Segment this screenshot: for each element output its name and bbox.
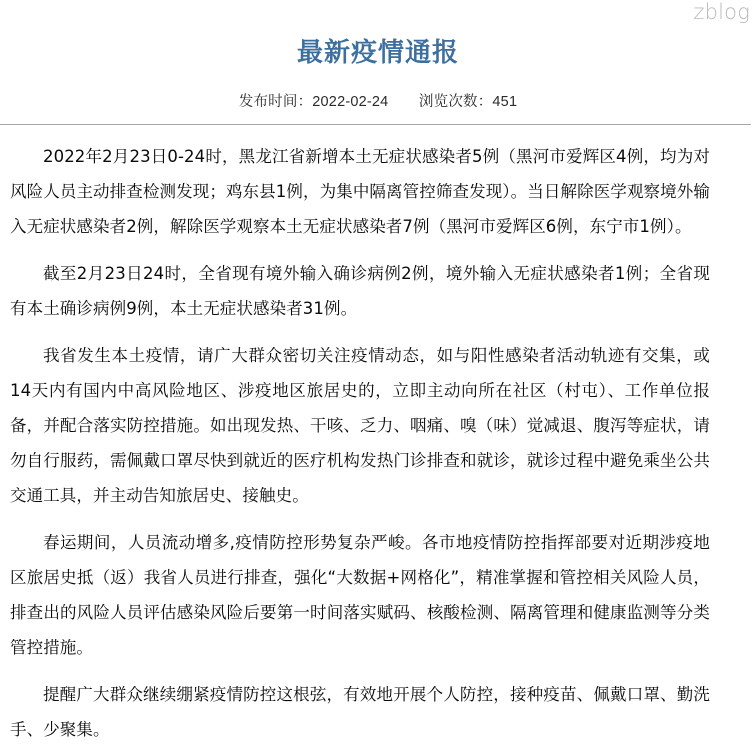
article-body: [0, 125, 756, 747]
article-paragraph: 春运期间，人员流动增多,疫情防控形势复杂严峻。各市地疫情防控指挥部要对近期涉疫地区旅居史抵（返）我省人员进行排查，强化“大数据+网格化”，精准掌握和管控相关风险人员，排查出的风险人员评估感染风险后要第一时间落实赋码、核酸检测、隔离管理和健康监测等分类管控措施。: [10, 533, 710, 657]
site-watermark: zblog: [693, 0, 750, 24]
publish-time: 发布时间：2022-02-24: [238, 94, 389, 110]
article-paragraph: 我省发生本土疫情，请广大群众密切关注疫情动态，如与阳性感染者活动轨迹有交集，或14天内有国内中高风险地区、涉疫地区旅居史的，立即主动向所在社区（村屯）、工作单位报备，并配合落实防控措施。如出现发热、干咳、乏力、咽痛、嗅（味）觉减退、腹泻等症状，请勿自行服药，需佩戴口罩尽快到就近的医疗机构发热门诊排查和就诊，就诊过程中避免乘坐公共交通工具，并主动告知旅居史、接触史。: [10, 346, 710, 505]
view-count: 浏览次数：451: [418, 94, 518, 110]
article-header: [0, 0, 756, 112]
article-paragraph: 提醒广大群众继续绷紧疫情防控这根弦，有效地开展个人防控，接种疫苗、佩戴口罩、勤洗手、少聚集。: [10, 685, 710, 739]
page-title: 最新疫情通报: [296, 38, 459, 68]
article-paragraph: 截至2月23日24时，全省现有境外输入确诊病例2例，境外输入无症状感染者1例；全省现有本土确诊病例9例，本土无症状感染者31例。: [10, 264, 710, 318]
article-paragraph: 2022年2月23日0-24时，黑龙江省新增本土无症状感染者5例（黑河市爱辉区4例，均为对风险人员主动排查检测发现；鸡东县1例，为集中隔离管控筛查发现）。当日解除医学观察境外输入无症状感染者2例，解除医学观察本土无症状感染者7例（黑河市爱辉区6例，东宁市1例）。: [10, 147, 710, 236]
article-meta: [0, 92, 756, 112]
